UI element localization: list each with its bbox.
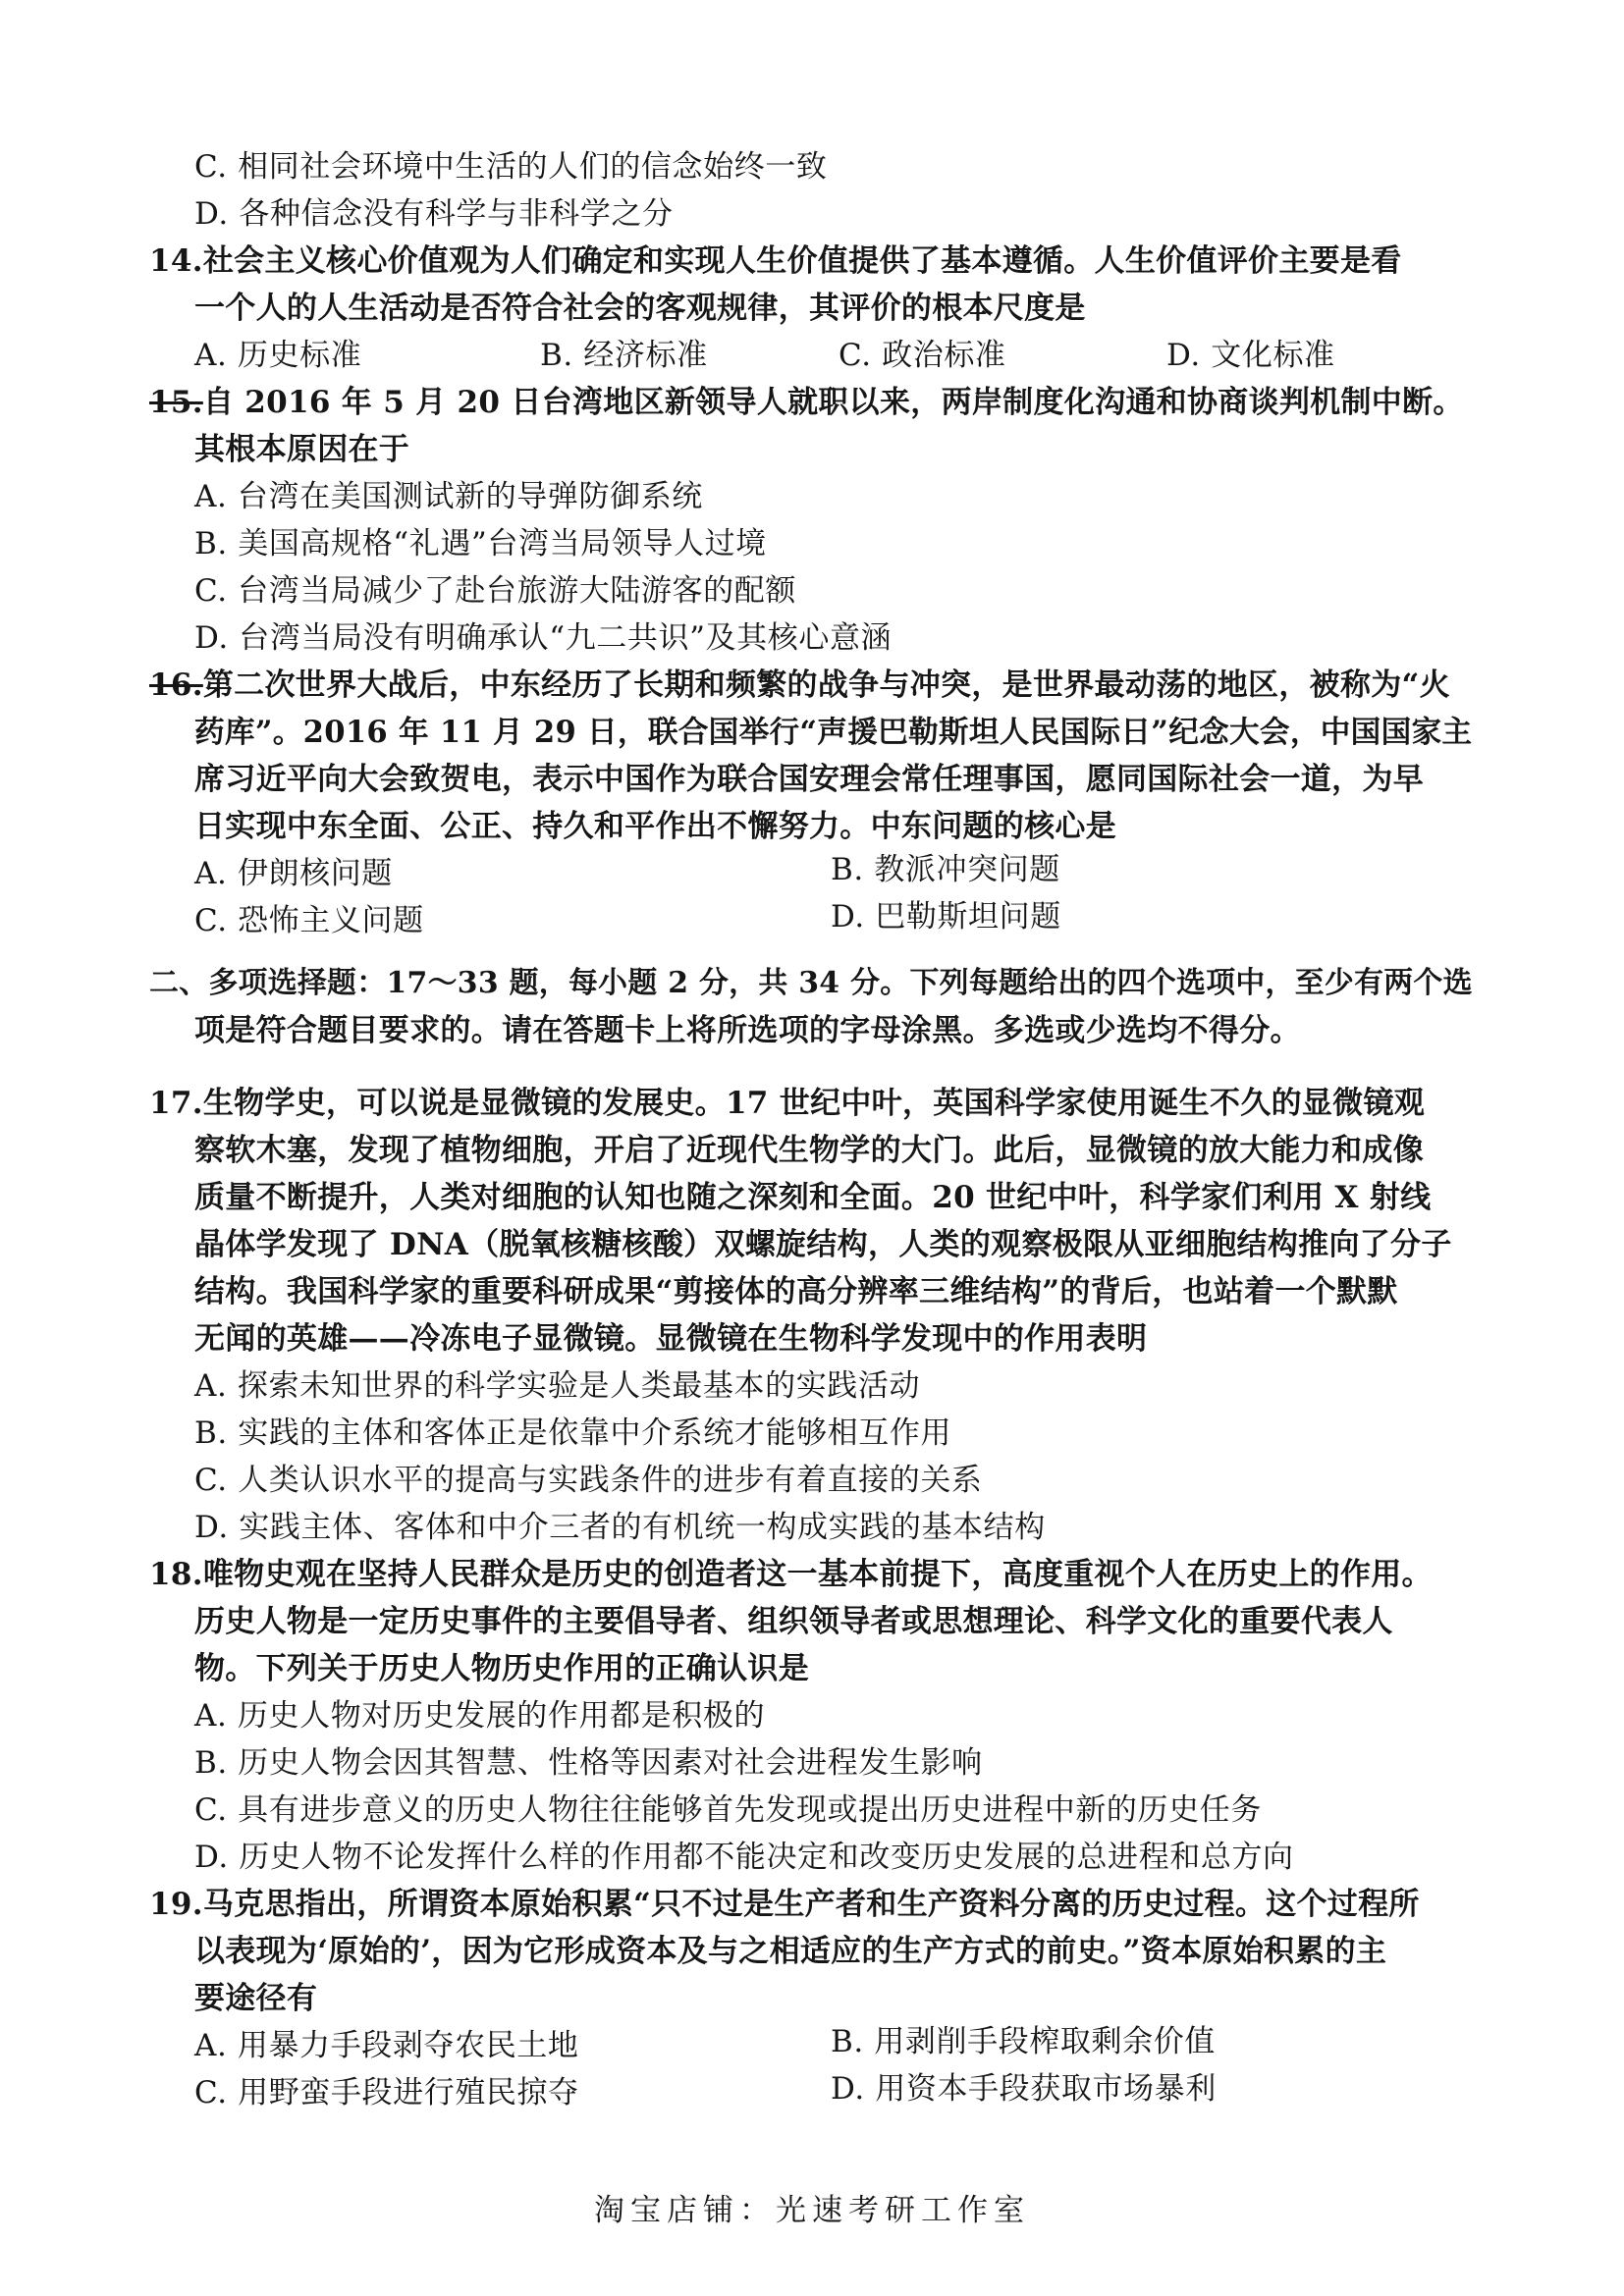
q19-stem-line3: 要途径有	[194, 1981, 318, 2016]
q18-option-c: C. 具有进步意义的历史人物往往能够首先发现或提出历史进程中新的历史任务	[194, 1792, 1262, 1828]
q18-option-b: B. 历史人物会因其智慧、性格等因素对社会进程发生影响	[194, 1745, 983, 1781]
q18-stem-line2: 历史人物是一定历史事件的主要倡导者、组织领导者或思想理论、科学文化的重要代表人	[194, 1604, 1393, 1639]
q17-option-c: C. 人类认识水平的提高与实践条件的进步有着直接的关系	[194, 1463, 983, 1498]
q17-option-a: A. 探索未知世界的科学实验是人类最基本的实践活动	[194, 1368, 921, 1404]
q19-stem-line2: 以表现为‘原始的’，因为它形成资本及与之相适应的生产方式的前史。”资本原始积累的主	[194, 1934, 1387, 1969]
q19-option-c: C. 用野蛮手段进行殖民掠夺	[194, 2075, 579, 2110]
q14-stem-line2: 一个人的人生活动是否符合社会的客观规律，其评价的根本尺度是	[194, 291, 1086, 326]
q16-stem-line2: 药库”。2016 年 11 月 29 日，联合国举行“声援巴勒斯坦人民国际日”纪念大会，中国国家主	[194, 715, 1473, 750]
q18-option-d: D. 历史人物不论发挥什么样的作用都不能决定和改变历史发展的总进程和总方向	[194, 1840, 1294, 1875]
q14-option-c: C. 政治标准	[839, 338, 1006, 373]
q18-option-a: A. 历史人物对历史发展的作用都是积极的	[194, 1698, 766, 1734]
q19-stem-line1: 马克思指出，所谓资本原始积累“只不过是生产者和生产资料分离的历史过程。这个过程所	[202, 1887, 1420, 1922]
q16-option-b: B. 教派冲突问题	[831, 852, 1060, 887]
page-footer: 淘宝店铺：光速考研工作室	[594, 2193, 1030, 2228]
q13-option-d: D. 各种信念没有科学与非科学之分	[194, 196, 674, 232]
q14-stem-line1: 社会主义核心价值观为人们确定和实现人生价值提供了基本遵循。人生价值评价主要是看	[202, 243, 1402, 279]
q17-option-d: D. 实践主体、客体和中介三者的有机统一构成实践的基本结构	[194, 1510, 1046, 1545]
q15-option-a: A. 台湾在美国测试新的导弹防御系统	[194, 479, 703, 514]
q16-stem	[149, 666, 1450, 705]
q15-option-b: B. 美国高规格“礼遇”台湾当局领导人过境	[194, 526, 767, 561]
q19-option-a: A. 用暴力手段剥夺农民土地	[194, 2028, 579, 2063]
q18-stem-line3: 物。下列关于历史人物历史作用的正确认识是	[194, 1651, 809, 1686]
q15-stem-line1: 自 2016 年 5 月 20 日台湾地区新领导人就职以来，两岸制度化沟通和协商谈判机制中断。	[202, 385, 1464, 420]
q14-option-b: B. 经济标准	[540, 338, 708, 373]
q15-option-c: C. 台湾当局减少了赴台旅游大陆游客的配额	[194, 573, 796, 609]
section2-header-line1: 二、多项选择题：17～33 题，每小题 2 分，共 34 分。下列每题给出的四个选项中，至少有两个选	[149, 966, 1473, 1000]
q17-option-b: B. 实践的主体和客体正是依靠中介系统才能够相互作用	[194, 1415, 952, 1451]
q16-stem-line1: 第二次世界大战后，中东经历了长期和频繁的战争与冲突，是世界最动荡的地区，被称为“火	[202, 667, 1450, 703]
q18-stem-line1: 唯物史观在坚持人民群众是历史的创造者这一基本前提下，高度重视个人在历史上的作用。	[202, 1557, 1433, 1592]
section2-header-line2: 项是符合题目要求的。请在答题卡上将所选项的字母涂黑。多选或少选均不得分。	[194, 1013, 1301, 1048]
q13-option-c: C. 相同社会环境中生活的人们的信念始终一致	[194, 149, 828, 185]
q14-option-a: A. 历史标准	[194, 338, 362, 373]
q14-number: 14.	[149, 243, 203, 279]
q19-option-b: B. 用剥削手段榨取剩余价值	[831, 2024, 1216, 2059]
q19-stem	[149, 1885, 1420, 1924]
q14-stem	[149, 241, 1402, 281]
q17-stem-line5: 结构。我国科学家的重要科研成果“剪接体的高分辨率三维结构”的背后，也站着一个默默	[194, 1274, 1398, 1309]
q19-option-d: D. 用资本手段获取市场暴利	[831, 2071, 1217, 2107]
q15-option-d: D. 台湾当局没有明确承认“九二共识”及其核心意涵	[194, 620, 893, 656]
q17-stem-line3: 质量不断提升，人类对细胞的认知也随之深刻和全面。20 世纪中叶，科学家们利用 X 射线	[194, 1180, 1432, 1215]
q16-stem-line4: 日实现中东全面、公正、持久和平作出不懈努力。中东问题的核心是	[194, 809, 1116, 844]
q16-option-a: A. 伊朗核问题	[194, 856, 393, 891]
q15-number: 15.	[149, 385, 203, 420]
q19-number: 19.	[149, 1887, 203, 1922]
q17-stem-line6: 无闻的英雄——冷冻电子显微镜。显微镜在生物科学发现中的作用表明	[194, 1321, 1148, 1357]
q18-number: 18.	[149, 1557, 203, 1592]
q17-stem-line4: 晶体学发现了 DNA（脱氧核糖核酸）双螺旋结构，人类的观察极限从亚细胞结构推向了分子	[194, 1227, 1452, 1262]
q15-stem	[149, 383, 1464, 422]
q16-option-d: D. 巴勒斯坦问题	[831, 899, 1061, 934]
q17-stem-line2: 察软木塞，发现了植物细胞，开启了近现代生物学的大门。此后，显微镜的放大能力和成像	[194, 1133, 1424, 1168]
q18-stem	[149, 1555, 1433, 1594]
q16-option-c: C. 恐怖主义问题	[194, 903, 424, 938]
q17-stem	[149, 1084, 1425, 1123]
q16-number: 16.	[149, 667, 203, 703]
q16-stem-line3: 席习近平向大会致贺电，表示中国作为联合国安理会常任理事国，愿同国际社会一道，为早	[194, 762, 1424, 797]
q17-stem-line1: 生物学史，可以说是显微镜的发展史。17 世纪中叶，英国科学家使用诞生不久的显微镜观	[202, 1086, 1426, 1121]
q14-option-d: D. 文化标准	[1166, 338, 1335, 373]
q17-number: 17.	[149, 1086, 203, 1121]
q15-stem-line2: 其根本原因在于	[194, 432, 410, 467]
